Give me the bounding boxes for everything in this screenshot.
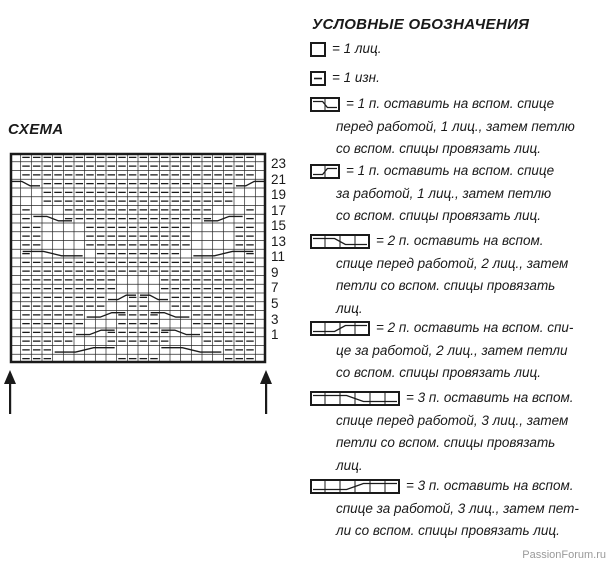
legend-text-line: це за работой, 2 лиц., затем петли	[336, 342, 568, 358]
row-number: 9	[271, 264, 279, 280]
row-number: 23	[271, 156, 287, 171]
legend-text-line: со вспом. спицы провязать лиц.	[336, 208, 542, 223]
legend-text-line: спице перед работой, 3 лиц., затем	[336, 412, 569, 428]
knit-square-icon	[310, 42, 326, 57]
row-number: 1	[271, 327, 279, 343]
row-number: 15	[271, 218, 287, 234]
legend-text-line: петли со вспом. спицы провязать	[336, 435, 556, 450]
legend-text-line: = 3 п. оставить на вспом.	[406, 478, 574, 493]
cable-mark	[12, 181, 40, 185]
left-arrow-up-icon	[2, 370, 18, 415]
row-number: 7	[271, 280, 279, 296]
legend-text-line: = 1 п. оставить на вспом. спице	[346, 163, 555, 178]
legend-text-line: спице перед работой, 2 лиц., затем	[336, 255, 569, 271]
legend-text-line: ли со вспом. спицы провязать лиц.	[336, 523, 560, 538]
chart-grid	[10, 153, 266, 363]
cable-1x1-front-icon	[310, 97, 340, 112]
row-number: 21	[271, 171, 287, 187]
knitting-chart	[10, 153, 266, 363]
row-number: 3	[271, 311, 279, 327]
legend-text-line: со вспом. спицы провязать лиц.	[336, 365, 542, 380]
row-number: 19	[271, 187, 287, 203]
legend-text-line: лиц.	[336, 457, 363, 473]
right-arrow-up-icon	[258, 370, 274, 415]
legend-text-line: спице за работой, 3 лиц., затем пет-	[336, 500, 579, 516]
row-number: 17	[271, 202, 287, 218]
legend-text-line: за работой, 1 лиц., затем петлю	[336, 185, 552, 201]
cable-3x3-front-icon	[310, 391, 400, 406]
legend-text-line: = 1 изн.	[332, 70, 380, 85]
purl-square-icon	[310, 71, 326, 86]
row-number: 13	[271, 233, 287, 249]
cable-3x3-back-icon	[310, 479, 400, 494]
schema-title: СХЕМА	[8, 121, 64, 138]
legend-text-line: со вспом. спицы провязать лиц.	[336, 141, 542, 156]
legend-text-line: = 1 лиц.	[332, 41, 382, 56]
legend-text-line: = 2 п. оставить на вспом. спи-	[376, 320, 574, 335]
row-number: 5	[271, 295, 279, 311]
legend-text-line: петли со вспом. спицы провязать	[336, 278, 556, 293]
watermark: PassionForum.ru	[522, 549, 606, 561]
row-number: 11	[271, 249, 286, 265]
cable-2x2-front-icon	[310, 234, 370, 249]
legend-text-line: = 1 п. оставить на вспом. спице	[346, 96, 555, 111]
legend-title: УСЛОВНЫЕ ОБОЗНАЧЕНИЯ	[312, 16, 530, 33]
cable-1x1-back-icon	[310, 164, 340, 179]
legend-text-line: перед работой, 1 лиц., затем петлю	[336, 118, 575, 134]
cable-2x2-back-icon	[310, 321, 370, 336]
legend-text-line: = 3 п. оставить на вспом.	[406, 390, 574, 405]
cable-mark	[236, 181, 264, 185]
legend-text-line: = 2 п. оставить на вспом.	[376, 233, 544, 248]
legend-text-line: лиц.	[336, 300, 363, 316]
